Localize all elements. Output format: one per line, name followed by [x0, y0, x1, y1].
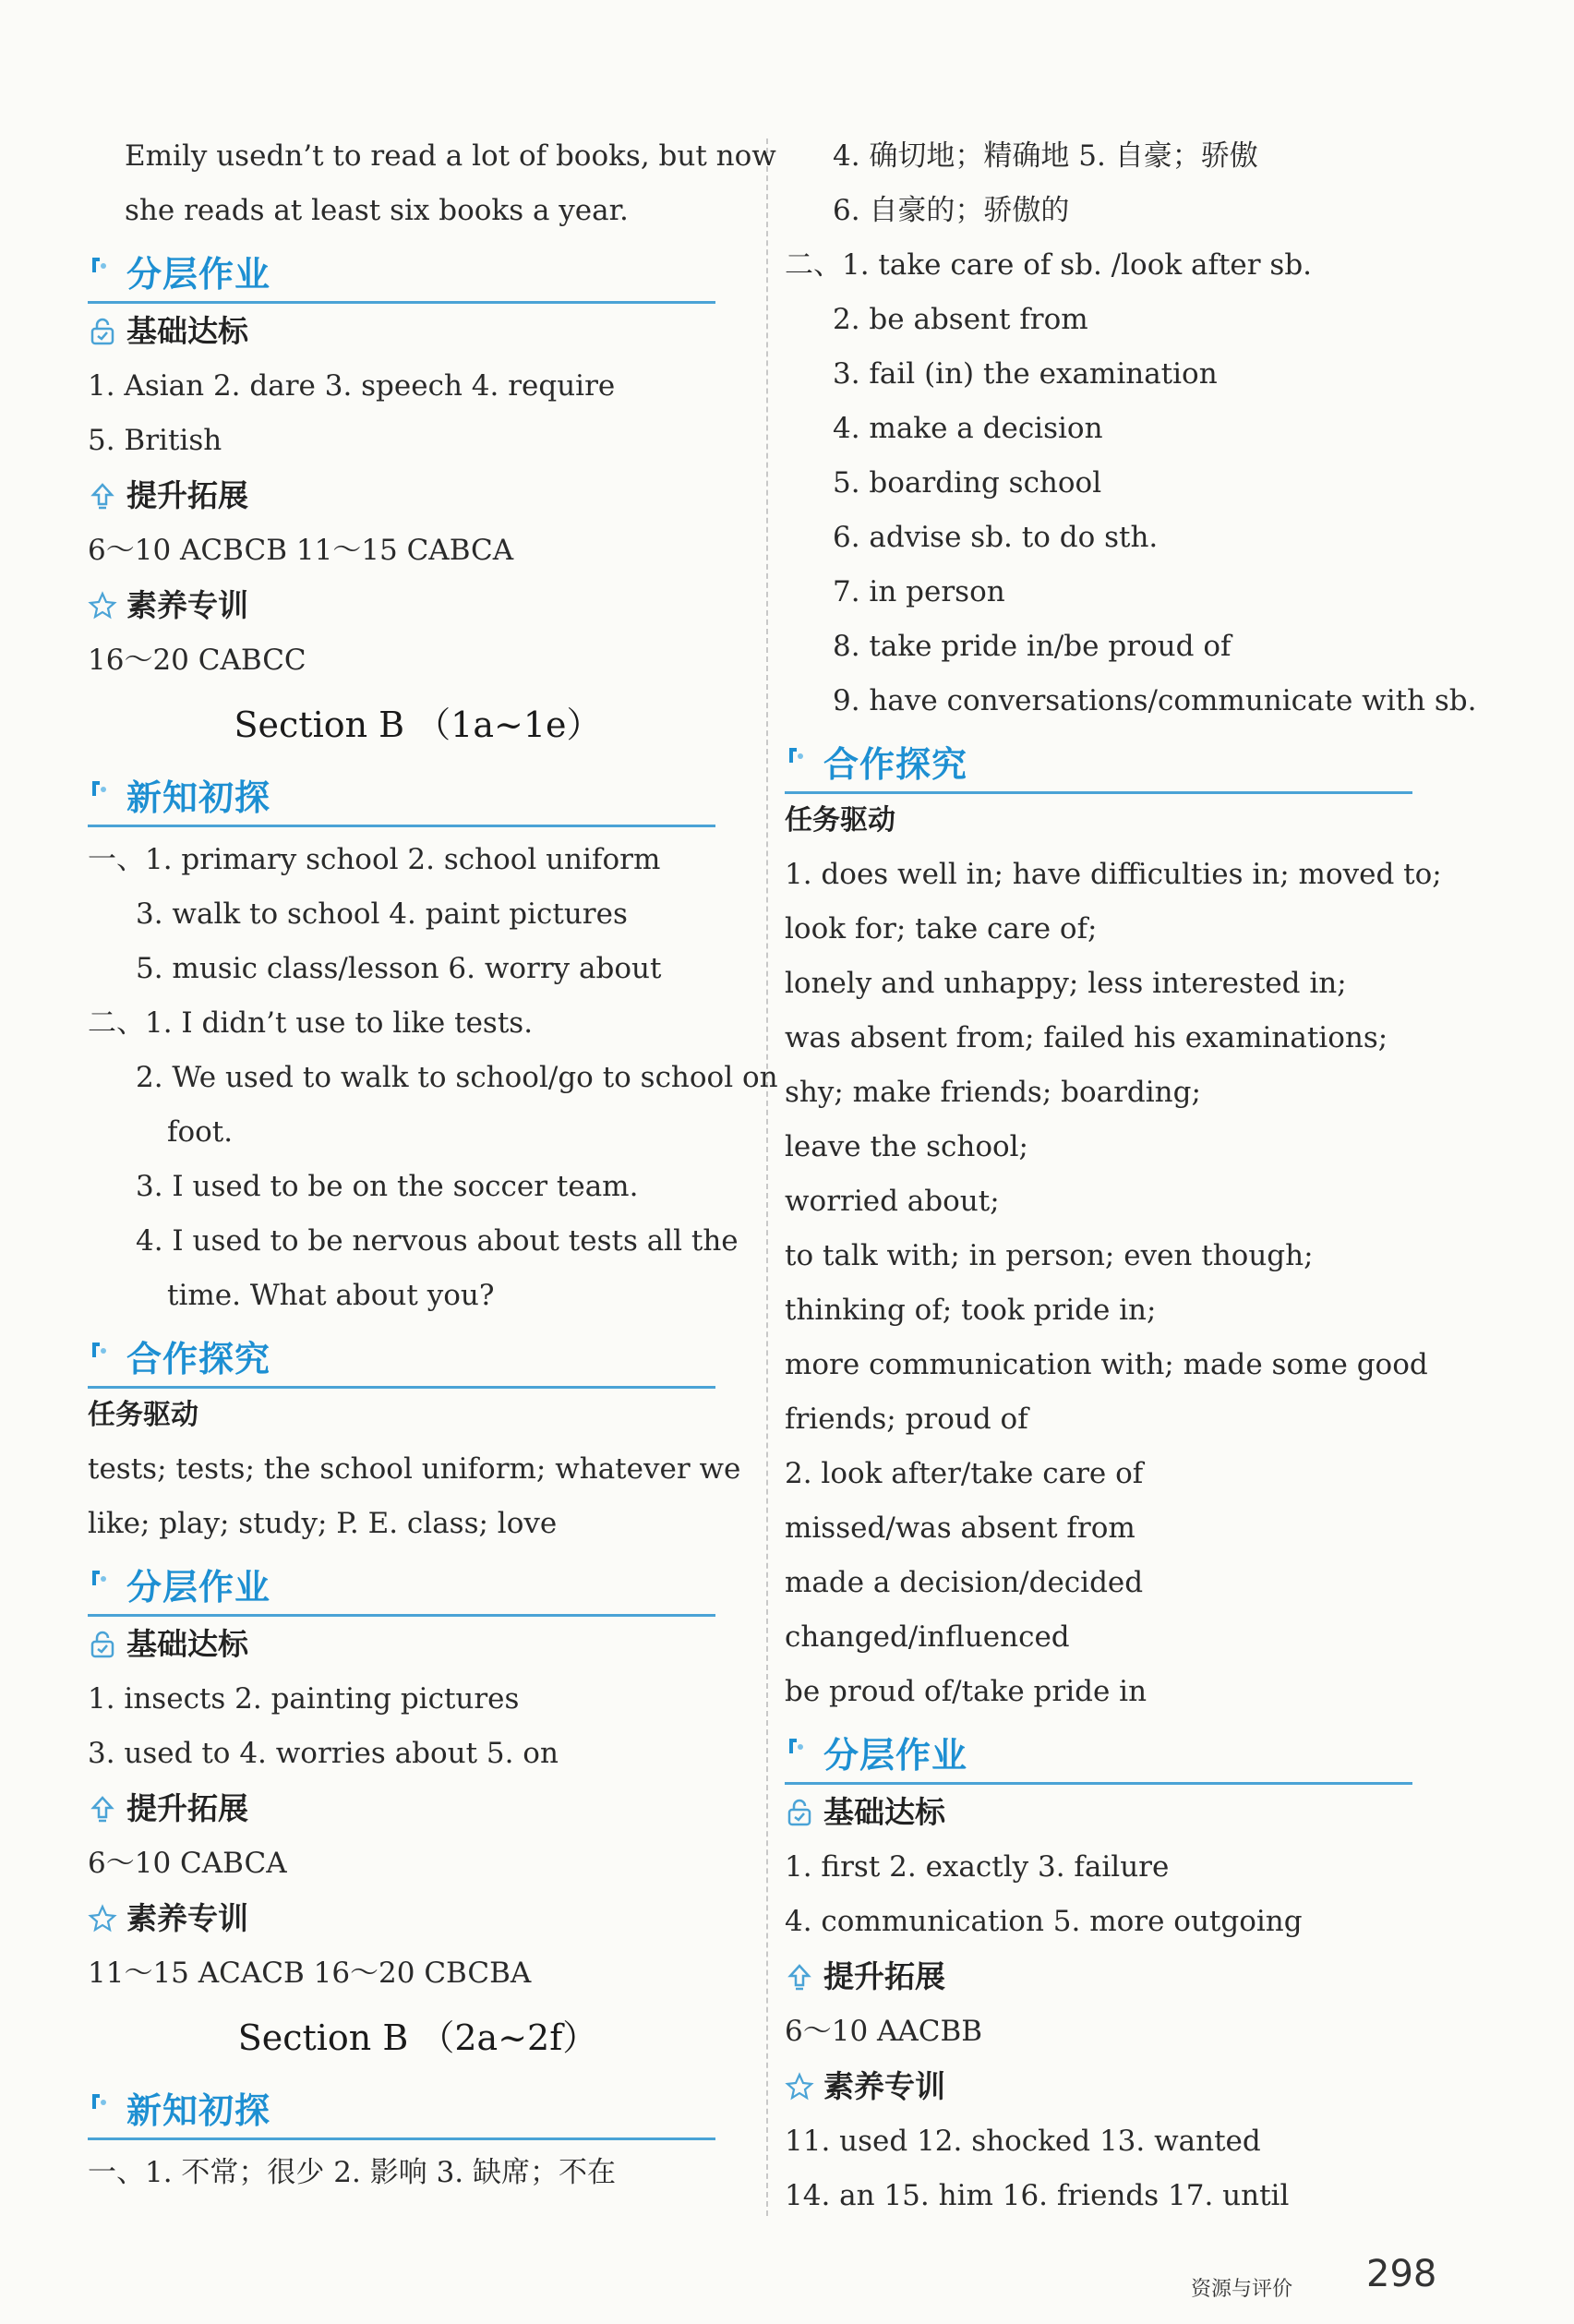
subheading-title: 基础达标 [126, 313, 248, 349]
section-title: 分层作业 [823, 1735, 968, 1776]
section-title: 分层作业 [126, 254, 271, 295]
subheading-special [88, 1891, 748, 1946]
tag-icon [90, 1568, 110, 1588]
answer-line: be proud of/take pride in [785, 1675, 1147, 1708]
answer-line: 4. 确切地；精确地 5. 自豪；骄傲 [833, 139, 1258, 173]
intro-line-1: Emily usedn’t to read a lot of books, but now [125, 139, 776, 173]
lock-icon [88, 317, 117, 346]
answer-line: 6～10 CABCA [88, 1847, 287, 1880]
subheading-basic [88, 304, 748, 359]
answer-line: 3. walk to school 4. paint pictures [136, 897, 628, 931]
answer-line: 一、1. primary school 2. school uniform [88, 843, 661, 876]
answer-line: time. What about you? [167, 1279, 495, 1312]
subheading-extend [785, 1949, 1445, 2005]
answer-line: 6～10 AACBB [785, 2015, 983, 2048]
answer-line: 1. first 2. exactly 3. failure [785, 1850, 1170, 1884]
subheading-title: 素养专训 [126, 587, 248, 623]
arrow-up-icon [88, 481, 117, 511]
answer-line: more communication with; made some good [785, 1348, 1428, 1381]
section-b-heading: Section B （1a~1e） [234, 704, 602, 745]
answer-line: 3. fail (in) the examination [833, 357, 1218, 391]
answer-line: 11～15 ACACB 16～20 CBCBA [88, 1957, 532, 1990]
tag-icon [787, 745, 807, 765]
answer-line: 5. music class/lesson 6. worry about [136, 952, 662, 985]
footer-label: 资源与评价 [1191, 2278, 1293, 2301]
answer-line: like; play; study; P. E. class; love [88, 1507, 558, 1540]
star-icon [88, 591, 117, 620]
section-title: 合作探究 [126, 1339, 271, 1379]
answer-line: 二、1. I didn’t use to like tests. [88, 1006, 534, 1040]
tag-icon [90, 1340, 110, 1360]
answer-line: 4. I used to be nervous about tests all the [136, 1224, 739, 1258]
section-header-layered-homework [88, 1553, 715, 1617]
answer-line: 11. used 12. shocked 13. wanted [785, 2125, 1261, 2158]
subheading-title: 基础达标 [823, 1794, 945, 1830]
answer-line: foot. [167, 1115, 234, 1149]
right-column [785, 129, 1477, 2223]
tag-icon [90, 255, 110, 275]
subheading-title: 素养专训 [126, 1900, 248, 1936]
answer-line: missed/was absent from [785, 1511, 1135, 1545]
section-title: 新知初探 [126, 777, 271, 818]
subheading-special [88, 578, 748, 633]
section-title: 新知初探 [126, 2090, 271, 2131]
answer-line: leave the school; [785, 1130, 1028, 1163]
section-title: 分层作业 [126, 1567, 271, 1608]
arrow-up-icon [88, 1794, 117, 1824]
section-header-cooperation [88, 1325, 715, 1389]
answer-line: 2. be absent from [833, 303, 1088, 336]
answer-line: to talk with; in person; even though; [785, 1239, 1314, 1272]
arrow-up-icon [785, 1962, 814, 1992]
section-b-heading: Section B （2a~2f） [237, 2017, 598, 2058]
answer-line: made a decision/decided [785, 1566, 1144, 1599]
subheading-title: 素养专训 [823, 2068, 945, 2104]
answer-line: 5. boarding school [833, 466, 1102, 500]
answer-line: 5. British [88, 424, 222, 457]
answer-line: 1. insects 2. painting pictures [88, 1682, 520, 1716]
section-header-cooperation [785, 730, 1412, 794]
answer-line: 8. take pride in/be proud of [833, 630, 1232, 663]
section-title: 合作探究 [823, 744, 968, 785]
subheading-special [785, 2059, 1445, 2114]
answer-line: lonely and unhappy; less interested in; [785, 967, 1347, 1000]
answer-line: 6. 自豪的；骄傲的 [833, 194, 1070, 227]
section-header-layered-homework [785, 1721, 1412, 1785]
intro-line-2: she reads at least six books a year. [125, 194, 629, 227]
tag-icon [90, 778, 110, 799]
answer-line: 二、1. take care of sb. /look after sb. [785, 248, 1313, 282]
answer-line: worried about; [785, 1185, 1000, 1218]
tag-icon [90, 2091, 110, 2112]
subheading-extend [88, 468, 748, 524]
left-column [88, 129, 778, 2200]
answer-line: was absent from; failed his examinations; [785, 1021, 1388, 1054]
answer-line: 16～20 CABCC [88, 644, 306, 677]
answer-line: friends; proud of [785, 1403, 1028, 1436]
subheading-title: 提升拓展 [126, 1790, 248, 1826]
answer-line: tests; tests; the school uniform; whatever we [88, 1452, 741, 1486]
subheading-title: 基础达标 [126, 1626, 248, 1662]
lock-icon [88, 1630, 117, 1659]
answer-line: 一、1. 不常；很少 2. 影响 3. 缺席；不在 [88, 2156, 616, 2189]
answer-line: 3. used to 4. worries about 5. on [88, 1737, 559, 1770]
answer-line: 2. We used to walk to school/go to school on [136, 1061, 778, 1094]
answer-line: 1. does well in; have difficulties in; moved to; [785, 858, 1442, 891]
answer-line: 9. have conversations/communicate with sb. [833, 684, 1477, 717]
answer-line: 3. I used to be on the soccer team. [136, 1170, 639, 1203]
answer-line: look for; take care of; [785, 912, 1098, 945]
star-icon [785, 2072, 814, 2101]
star-icon [88, 1904, 117, 1933]
subheading-title: 提升拓展 [126, 477, 248, 513]
answer-line: 7. in person [833, 575, 1005, 608]
answer-line: 2. look after/take care of [785, 1457, 1144, 1490]
answer-line: 6～10 ACBCB 11～15 CABCA [88, 534, 514, 567]
section-header-layered-homework [88, 240, 715, 304]
subheading-basic [88, 1617, 748, 1672]
answer-line: changed/influenced [785, 1620, 1070, 1654]
answer-line: 4. communication 5. more outgoing [785, 1905, 1303, 1938]
section-header-new-knowledge [88, 2077, 715, 2140]
task-label: 任务驱动 [88, 1399, 198, 1431]
subheading-basic [785, 1785, 1445, 1840]
column-divider [766, 138, 768, 2216]
tag-icon [787, 1736, 807, 1756]
answer-line: 4. make a decision [833, 412, 1103, 445]
lock-icon [785, 1798, 814, 1827]
page-number: 298 [1366, 2253, 1437, 2295]
answer-line: thinking of; took pride in; [785, 1294, 1157, 1327]
answer-line: shy; make friends; boarding; [785, 1076, 1201, 1109]
section-header-new-knowledge [88, 764, 715, 827]
answer-line: 14. an 15. him 16. friends 17. until [785, 2179, 1290, 2212]
subheading-extend [88, 1781, 748, 1836]
answer-line: 1. Asian 2. dare 3. speech 4. require [88, 369, 616, 403]
task-label: 任务驱动 [785, 804, 895, 837]
answer-line: 6. advise sb. to do sth. [833, 521, 1159, 554]
subheading-title: 提升拓展 [823, 1958, 945, 1994]
